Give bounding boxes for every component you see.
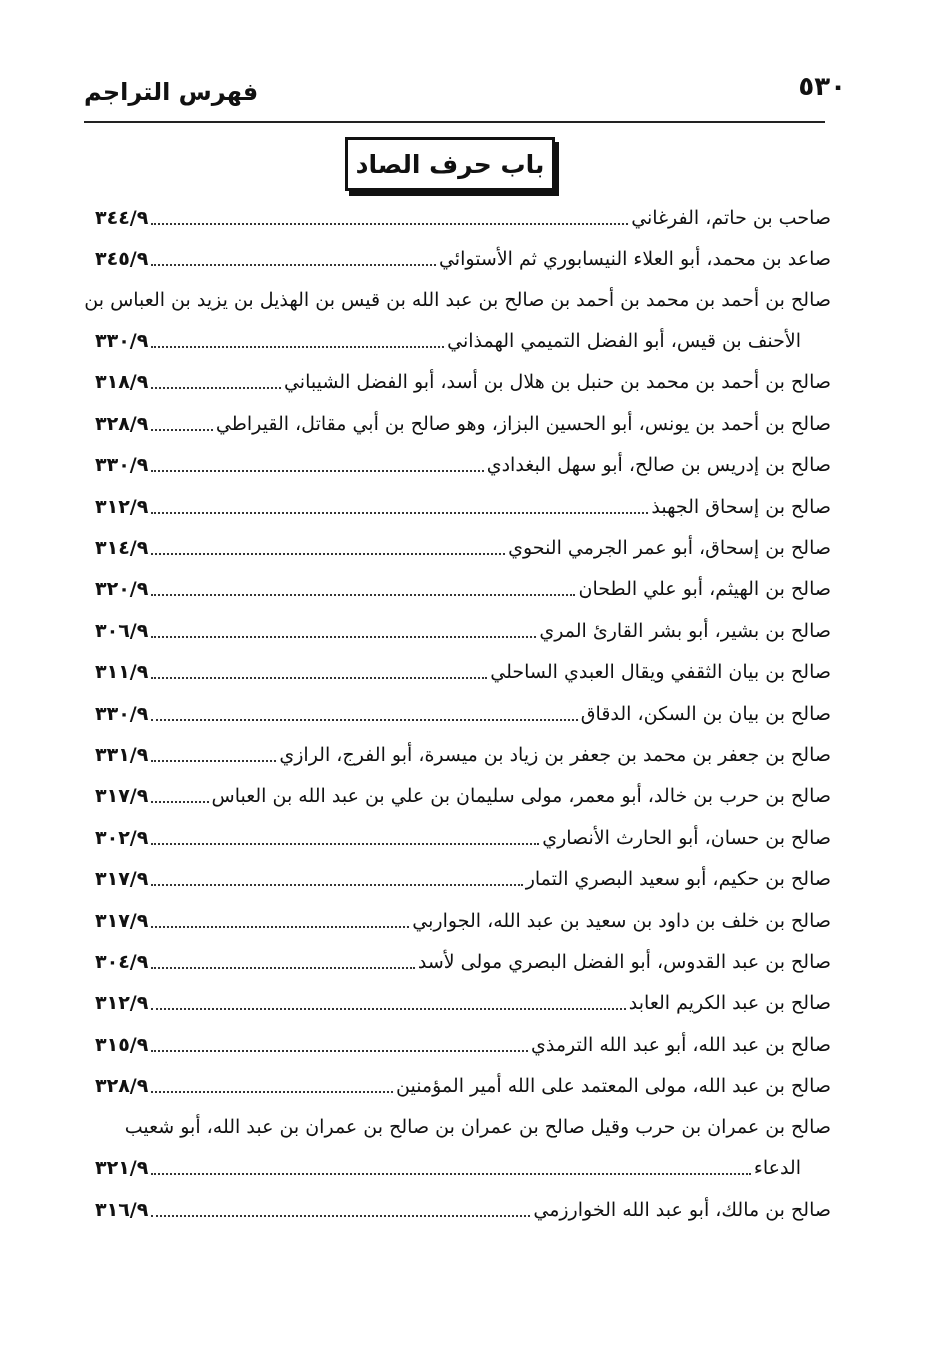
- entry-name: صالح بن مالك، أبو عبد الله الخوارزمي: [533, 1198, 831, 1221]
- entry-name: صالح بن جعفر بن محمد بن جعفر بن زياد بن ميسرة، أبو الفرج، الرازي: [279, 743, 831, 766]
- entry-reference: ٣٤٤/٩: [95, 206, 149, 229]
- entry-reference: ٣١٧/٩: [95, 868, 149, 891]
- entry-reference: ٣١٥/٩: [95, 1033, 149, 1056]
- entry-name-continuation: الدعاء: [753, 1157, 801, 1180]
- running-header-title: فهرس التراجم: [84, 78, 259, 106]
- leader-dots: [151, 719, 577, 721]
- index-entry: [95, 983, 831, 1024]
- index-entry: [95, 652, 831, 693]
- leader-dots: [151, 429, 213, 431]
- entry-reference: ٣١١/٩: [95, 661, 149, 684]
- entry-name: صالح بن عبد القدوس، أبو الفضل البصري مولى لأسد: [417, 950, 831, 973]
- entry-name: صالح بن بيان بن السكن، الدقاق: [580, 702, 831, 725]
- entry-name: صالح بن حكيم، أبو سعيد البصري التمار: [525, 868, 831, 891]
- entry-reference: ٣١٢/٩: [95, 992, 149, 1015]
- leader-dots: [151, 264, 436, 266]
- entry-reference: ٣١٢/٩: [95, 495, 149, 518]
- index-entry: [95, 486, 831, 527]
- leader-dots: [151, 760, 276, 762]
- entry-name-continuation: الأحنف بن قيس، أبو الفضل التميمي الهمذاني: [447, 330, 801, 353]
- entry-name: صالح بن حسان، أبو الحارث الأنصاري: [542, 826, 831, 849]
- leader-dots: [151, 967, 415, 969]
- entry-name: صالح بن إسحاق الجهبذ: [651, 495, 831, 518]
- entry-reference: ٣٤٥/٩: [95, 248, 149, 271]
- entry-name: صالح بن بيان الثقفي ويقال العبدي الساحلي: [490, 661, 831, 684]
- index-entry: [95, 858, 831, 899]
- leader-dots: [151, 926, 409, 928]
- index-entry: [95, 527, 831, 568]
- entry-name: صالح بن بشير، أبو بشر القارئ المري: [539, 619, 831, 642]
- leader-dots: [151, 553, 505, 555]
- leader-dots: [151, 677, 487, 679]
- index-entry: [95, 403, 831, 444]
- entry-name: صالح بن عمران بن حرب وقيل صالح بن عمران بن صالح بن عمران بن عبد الله، أبو شعيب: [124, 1116, 831, 1139]
- leader-dots: [151, 512, 648, 514]
- leader-dots: [151, 1050, 528, 1052]
- entry-name: صالح بن أحمد بن يونس، أبو الحسين البزاز، وهو صالح بن أبي مقاتل، القيراطي: [215, 412, 831, 435]
- entry-name: صالح بن عبد الكريم العابد: [628, 992, 831, 1015]
- leader-dots: [151, 801, 208, 803]
- entry-reference: ٣١٧/٩: [95, 785, 149, 808]
- leader-dots: [151, 1008, 625, 1010]
- index-entries: [84, 197, 831, 1230]
- index-entry: [95, 941, 831, 982]
- leader-dots: [151, 346, 444, 348]
- entry-name: صالح بن أحمد بن محمد بن أحمد بن صالح بن عبد الله بن قيس بن الهذيل بن يزيد بن العباس بن: [84, 289, 831, 312]
- entry-name: صالح بن عبد الله، مولى المعتمد على الله أمير المؤمنين: [396, 1075, 831, 1098]
- entry-reference: ٣٠٤/٩: [95, 950, 149, 973]
- entry-name: صالح بن عبد الله، أبو عبد الله الترمذي: [530, 1033, 831, 1056]
- index-entry: [95, 197, 831, 238]
- leader-dots: [151, 223, 628, 225]
- entry-name: صالح بن حرب بن خالد، أبو معمر، مولى سليمان بن علي بن عبد الله بن العباس: [211, 785, 831, 808]
- entry-reference: ٣٣٠/٩: [95, 454, 149, 477]
- index-entry: [95, 569, 831, 610]
- entry-reference: ٣٢٠/٩: [95, 578, 149, 601]
- entry-name: صالح بن إدريس بن صالح، أبو سهل البغدادي: [486, 454, 831, 477]
- index-entry: [95, 734, 831, 775]
- index-entry: [95, 1189, 831, 1230]
- leader-dots: [151, 843, 539, 845]
- entry-reference: ٣٢٨/٩: [95, 1075, 149, 1098]
- leader-dots: [151, 594, 575, 596]
- leader-dots: [151, 470, 483, 472]
- index-entry: [95, 238, 831, 279]
- chapter-heading-box: [345, 137, 555, 191]
- entry-reference: ٣٠٢/٩: [95, 826, 149, 849]
- index-entry: [95, 610, 831, 651]
- leader-dots: [151, 1215, 530, 1217]
- leader-dots: [151, 1173, 751, 1175]
- index-entry: [95, 445, 831, 486]
- index-entry: [95, 362, 831, 403]
- index-entry: [95, 900, 831, 941]
- entry-reference: ٣١٤/٩: [95, 537, 149, 560]
- entry-reference: ٣٠٦/٩: [95, 619, 149, 642]
- entry-reference: ٣٢٨/٩: [95, 412, 149, 435]
- chapter-heading: باب حرف الصاد: [355, 149, 545, 179]
- entry-name: صالح بن أحمد بن محمد بن حنبل بن هلال بن أسد، أبو الفضل الشيباني: [283, 371, 831, 394]
- entry-name: صالح بن إسحاق، أبو عمر الجرمي النحوي: [508, 537, 831, 560]
- index-entry: [95, 1065, 831, 1106]
- index-entry: [95, 776, 831, 817]
- index-entry: [95, 1107, 831, 1189]
- header-rule: [84, 121, 825, 123]
- entry-reference: ٣٣١/٩: [95, 743, 149, 766]
- index-entry: [95, 693, 831, 734]
- leader-dots: [151, 884, 522, 886]
- page-number: ٥٣٠: [798, 72, 846, 102]
- entry-reference: ٣٢١/٩: [95, 1157, 149, 1180]
- entry-name: صالح بن خلف بن داود بن سعيد بن عبد الله، الجواربي: [412, 909, 831, 932]
- entry-reference: ٣٣٠/٩: [95, 330, 149, 353]
- leader-dots: [151, 636, 536, 638]
- leader-dots: [151, 1091, 393, 1093]
- entry-name: صاحب بن حاتم، الفرغاني: [631, 206, 831, 229]
- entry-name: صاعد بن محمد، أبو العلاء النيسابوري ثم الأستوائي: [438, 248, 831, 271]
- entry-reference: ٣١٨/٩: [95, 371, 149, 394]
- entry-name: صالح بن الهيثم، أبو علي الطحان: [578, 578, 831, 601]
- leader-dots: [151, 387, 281, 389]
- entry-reference: ٣٣٠/٩: [95, 702, 149, 725]
- entry-reference: ٣١٦/٩: [95, 1198, 149, 1221]
- index-entry: [95, 817, 831, 858]
- index-entry: [84, 280, 831, 362]
- entry-reference: ٣١٧/٩: [95, 909, 149, 932]
- index-entry: [95, 1024, 831, 1065]
